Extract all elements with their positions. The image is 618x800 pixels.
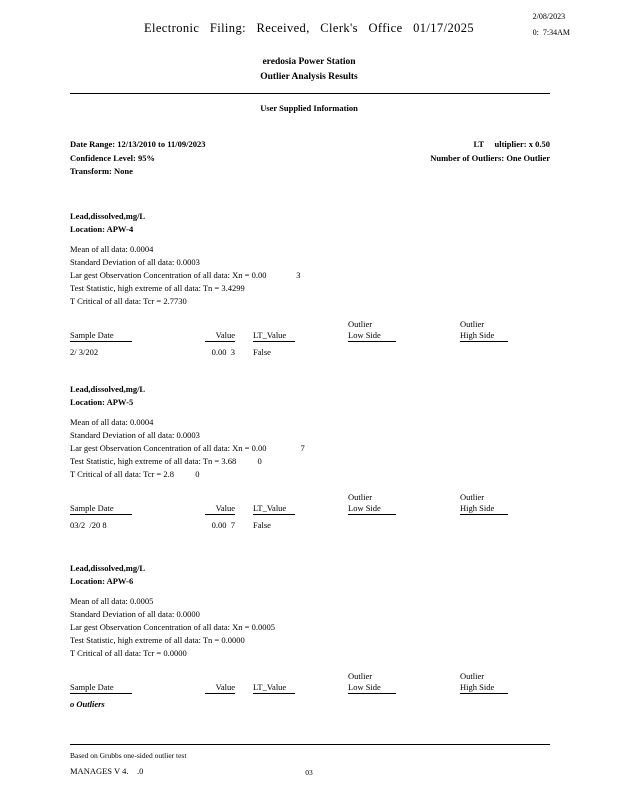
stat-line: Test Statistic, high extreme of all data: Tn = 3.68 0 — [70, 455, 262, 466]
cell-low-side — [348, 519, 460, 532]
parameter-row — [70, 165, 550, 179]
report-parameters — [70, 138, 550, 179]
footer-divider — [70, 744, 550, 745]
col-header-outlier: Outlier — [348, 318, 373, 329]
spacer — [235, 319, 348, 330]
cell-sample-date: 2/ 3/202 — [70, 346, 99, 357]
stamp-time: 0: 7:34AM — [532, 28, 570, 37]
efiling-header: Electronic Filing: Received, Clerk's Office 01/17/2025 — [143, 21, 475, 35]
col-header-value: Value — [190, 330, 235, 342]
cell-low-side — [348, 346, 460, 359]
col-header-high-side: High Side — [460, 682, 550, 694]
table-header-top — [70, 319, 550, 330]
stat-line: Mean of all data: 0.0005 — [70, 595, 154, 606]
col-header-low-side: Low Side — [348, 503, 460, 515]
stat-line: Test Statistic, high extreme of all data: Tn = 0.0000 — [70, 634, 245, 645]
results-table — [70, 671, 550, 711]
lt-multiplier: LT ultiplier: x 0.50 — [473, 139, 550, 149]
col-header-sample-date: Sample Date — [70, 330, 190, 342]
col-header-outlier: Outlier — [460, 318, 485, 329]
col-header-lt-value: LT_Value — [235, 682, 348, 694]
col-header-low-side: Low Side — [348, 682, 460, 694]
table-header-top — [70, 671, 550, 682]
col-header-value: Value — [190, 682, 235, 694]
table-row — [70, 519, 550, 532]
parameter-row — [70, 152, 550, 166]
col-header-outlier: Outlier — [348, 491, 373, 502]
location-title: Location: APW-5 — [70, 397, 134, 407]
cell-value: 0.00 3 — [211, 346, 235, 357]
spacer — [190, 319, 235, 330]
col-header-high-side: High Side — [460, 330, 550, 342]
footer-basis-note: Based on Grubbs one-sided outlier test — [70, 751, 187, 760]
stat-line: T Critical of all data: Tcr = 2.8 0 — [70, 468, 200, 479]
spacer — [190, 492, 235, 503]
num-outliers: Number of Outliers: One Outlier — [430, 152, 550, 163]
results-table — [70, 492, 550, 532]
col-header-outlier: Outlier — [348, 670, 373, 681]
stat-line: Lar gest Observation Concentration of all data: Xn = 0.0005 — [70, 621, 275, 632]
stat-line: Standard Deviation of all data: 0.0003 — [70, 429, 200, 440]
col-header-value: Value — [190, 503, 235, 515]
parameter-row — [70, 138, 550, 152]
table-header — [70, 330, 550, 342]
col-header-lt-value: LT_Value — [235, 330, 348, 342]
no-outliers-note: o Outliers — [70, 698, 105, 709]
stat-line: Test Statistic, high extreme of all data: Tn = 3.4299 — [70, 282, 245, 293]
statistics-block — [70, 243, 550, 308]
spacer — [235, 492, 348, 503]
analyte-title: Lead,dissolved,mg/L — [70, 383, 146, 394]
stat-line: Lar gest Observation Concentration of all data: Xn = 0.00 3 — [70, 269, 301, 280]
confidence-level: Confidence Level: 95% — [70, 152, 155, 163]
stamp-date: 2/08/2023 — [532, 12, 566, 21]
stat-line: T Critical of all data: Tcr = 2.7730 — [70, 295, 187, 306]
col-header-low-side: Low Side — [348, 330, 460, 342]
stat-line: Lar gest Observation Concentration of all data: Xn = 0.00 7 — [70, 442, 305, 453]
station-title: eredosia Power Station — [262, 57, 356, 67]
transform: Transform: None — [70, 166, 133, 176]
table-header-top — [70, 492, 550, 503]
cell-value: 0.00 7 — [211, 519, 235, 530]
spacer — [70, 319, 190, 330]
stat-line: Mean of all data: 0.0004 — [70, 416, 154, 427]
table-header — [70, 503, 550, 515]
analysis-section-apw6 — [70, 562, 550, 711]
spacer — [190, 671, 235, 682]
page-number: 03 — [305, 768, 313, 777]
col-header-high-side: High Side — [460, 503, 550, 515]
analysis-section-apw4 — [70, 210, 550, 359]
stat-line: T Critical of all data: Tcr = 0.0000 — [70, 647, 187, 658]
location-title: Location: APW-6 — [70, 576, 134, 586]
statistics-block — [70, 416, 550, 481]
col-header-sample-date: Sample Date — [70, 503, 190, 515]
cell-lt-value: False — [253, 346, 271, 357]
date-range: Date Range: 12/13/2010 to 11/09/2023 — [70, 139, 206, 149]
col-header-lt-value: LT_Value — [235, 503, 348, 515]
section-heading-user-info: User Supplied Information — [260, 103, 358, 113]
report-title: Outlier Analysis Results — [260, 72, 358, 82]
software-version: MANAGES V 4. .0 — [70, 766, 144, 776]
spacer — [70, 671, 190, 682]
spacer — [70, 492, 190, 503]
cell-sample-date: 03/2 /20 8 — [70, 519, 107, 530]
table-header — [70, 682, 550, 694]
results-table — [70, 319, 550, 359]
cell-lt-value: False — [253, 519, 271, 530]
table-row — [70, 346, 550, 359]
stat-line: Mean of all data: 0.0004 — [70, 243, 154, 254]
cell-high-side — [460, 519, 550, 532]
stat-line: Standard Deviation of all data: 0.0003 — [70, 256, 200, 267]
filing-stamp — [533, 12, 570, 37]
cell-high-side — [460, 346, 550, 359]
analysis-section-apw5 — [70, 383, 550, 532]
spacer — [235, 671, 348, 682]
stat-line: Standard Deviation of all data: 0.0000 — [70, 608, 200, 619]
location-title: Location: APW-4 — [70, 224, 134, 234]
analyte-title: Lead,dissolved,mg/L — [70, 562, 146, 573]
col-header-outlier: Outlier — [460, 670, 485, 681]
analyte-title: Lead,dissolved,mg/L — [70, 210, 146, 221]
header-divider — [70, 93, 550, 94]
statistics-block — [70, 595, 550, 660]
col-header-outlier: Outlier — [460, 491, 485, 502]
col-header-sample-date: Sample Date — [70, 682, 190, 694]
